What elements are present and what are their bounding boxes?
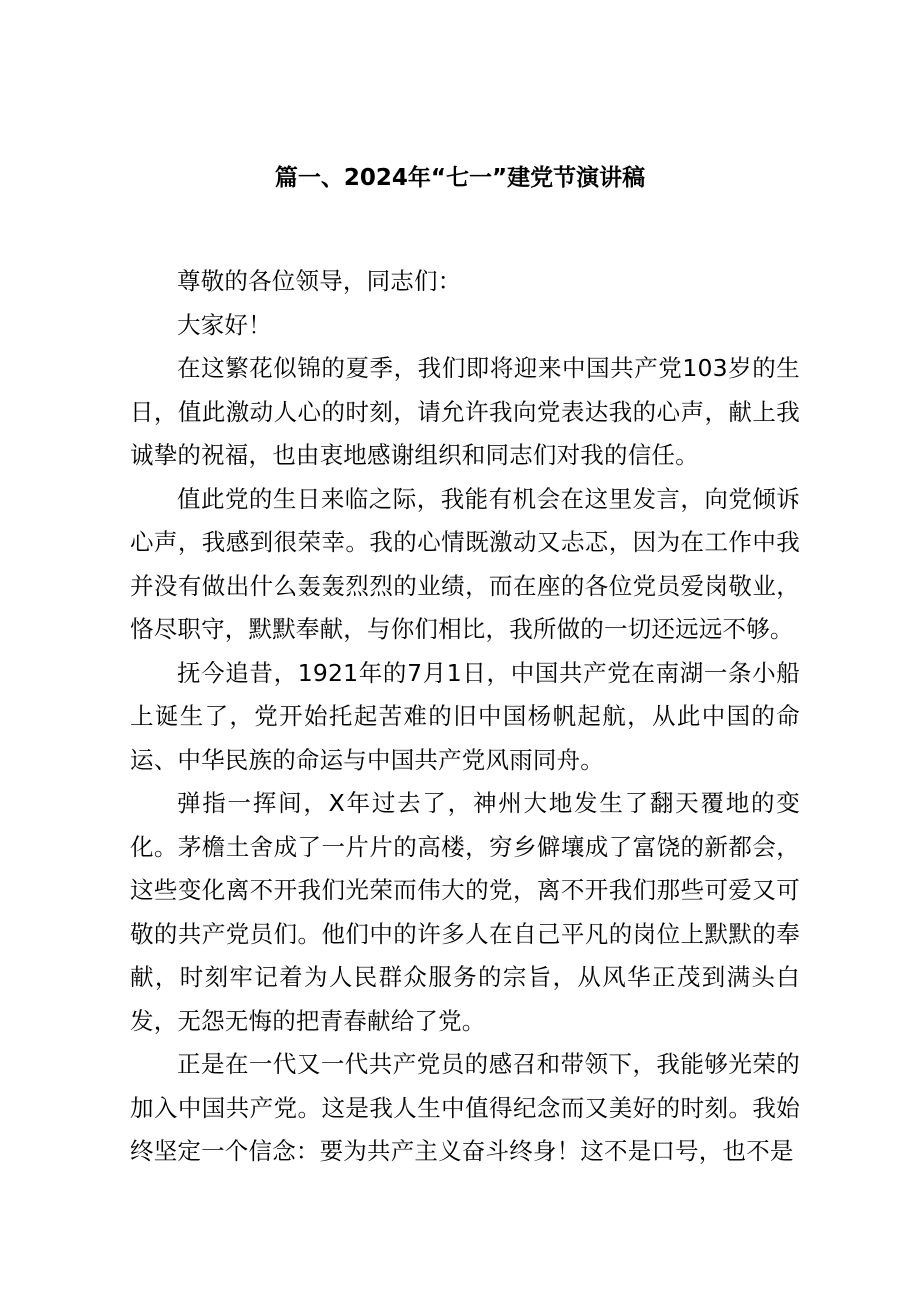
paragraph-greeting: 大家好！ [177, 310, 272, 339]
paragraph: 在这繁花似锦的夏季，我们即将迎来中国共产党103岁的生日，值此激动人心的时刻，请允许我向党表达我的心声，献上我诚挚的祝福，也由衷地感谢组织和同志们对我的信任。 [130, 354, 800, 469]
paragraph: 值此党的生日来临之际，我能有机会在这里发言，向党倾诉心声，我感到很荣幸。我的心情既激动又忐忑，因为在工作中我并没有做出什么轰轰烈烈的业绩，而在座的各位党员爱岗敬业，恪尽职守，默默奉献，与你们相比，我所做的一切还远远不够。 [130, 484, 800, 643]
paragraph: 正是在一代又一代共产党员的感召和带领下，我能够光荣的加入中国共产党。这是我人生中值得纪念而又美好的时刻。我始终坚定一个信念：要为共产主义奋斗终身！这不是口号，也不是 [130, 1050, 800, 1165]
paragraph: 抚今追昔，1921年的7月1日，中国共产党在南湖一条小船上诞生了，党开始托起苦难的旧中国杨帆起航，从此中国的命运、中华民族的命运与中国共产党风雨同舟。 [130, 658, 800, 774]
document-body [130, 260, 800, 1174]
paragraph-salutation: 尊敬的各位领导，同志们： [177, 267, 462, 295]
paragraph: 弹指一挥间，X年过去了，神州大地发生了翻天覆地的变化。茅檐土舍成了一片片的高楼，穷乡僻壤成了富饶的新都会，这些变化离不开我们光荣而伟大的党，离不开我们那些可爱又可敬的共产党员们。他们中的许多人在自己平凡的岗位上默默的奉献，时刻牢记着为人民群众服务的宗旨，从风华正茂到满头白发，无怨无悔的把青春献给了党。 [130, 789, 800, 1035]
document-title: 篇一、2024年“七一”建党节演讲稿 [274, 165, 646, 191]
